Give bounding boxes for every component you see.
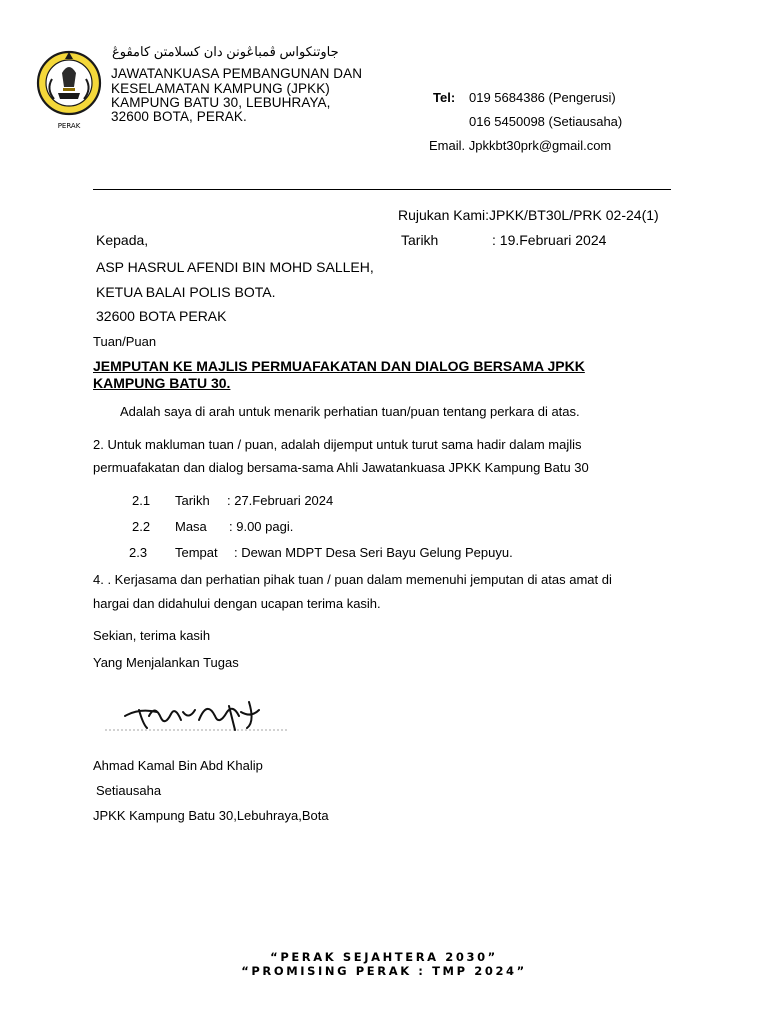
item-value: : 27.Februari 2024 xyxy=(227,493,334,508)
item-label: Masa xyxy=(175,519,207,534)
item-label: Tempat xyxy=(175,545,218,560)
recipient-address: 32600 BOTA PERAK xyxy=(96,308,227,324)
body-paragraph-1: Adalah saya di arah untuk menarik perhatian tuan/puan tentang perkara di atas. xyxy=(120,404,580,419)
date-label: Tarikh xyxy=(401,232,439,248)
header-divider xyxy=(93,189,671,190)
body-paragraph-2-line-1: 2. Untuk makluman tuan / puan, adalah dijemput untuk turut sama hadir dalam majlis xyxy=(93,437,582,452)
email-address: Email. Jpkkbt30prk@gmail.com xyxy=(429,138,612,153)
body-paragraph-4-line-1: 4. . Kerjasama dan perhatian pihak tuan / puan dalam memenuhi jemputan di atas amat di xyxy=(93,572,612,587)
tel-label: Tel: xyxy=(433,90,456,105)
recipient-name: ASP HASRUL AFENDI BIN MOHD SALLEH, xyxy=(96,259,374,275)
phone-chairman: 019 5684386 (Pengerusi) xyxy=(469,90,616,105)
recipient-position: KETUA BALAI POLIS BOTA. xyxy=(96,284,276,300)
org-name-line-1: JAWATANKUASA PEMBANGUNAN DAN xyxy=(111,66,363,81)
phone-secretary: 016 5450098 (Setiausaha) xyxy=(469,114,623,129)
item-label: Tarikh xyxy=(175,493,210,508)
perak-state-crest-icon xyxy=(34,49,104,131)
subject-line-1: JEMPUTAN KE MAJLIS PERMUAFAKATAN DAN DIALOG BERSAMA JPKK xyxy=(93,358,585,374)
recipient-to: Kepada, xyxy=(96,232,149,248)
item-number: 2.3 xyxy=(129,545,148,560)
letter-subject xyxy=(93,358,585,392)
subject-line-2: KAMPUNG BATU 30. xyxy=(93,375,231,391)
org-address-line-2: 32600 BOTA, PERAK. xyxy=(111,109,247,124)
org-name-jawi: جاوتنكواس ڤمباڠونن دان كسلامتن كامڤوڠ xyxy=(112,44,339,59)
handwritten-signature-icon xyxy=(99,690,291,736)
closing-thanks: Sekian, terima kasih xyxy=(93,628,211,643)
reference-number: Rujukan Kami:JPKK/BT30L/PRK 02-24(1) xyxy=(398,207,659,223)
signatory-title: Setiausaha xyxy=(96,783,162,798)
item-number: 2.1 xyxy=(132,493,151,508)
body-paragraph-4-line-2: hargai dan didahului dengan ucapan terima kasih. xyxy=(93,596,381,611)
motto-line-1: “PERAK SEJAHTERA 2030” xyxy=(270,950,498,964)
signatory-name: Ahmad Kamal Bin Abd Khalip xyxy=(93,758,263,773)
item-value: : 9.00 pagi. xyxy=(229,519,294,534)
item-number: 2.2 xyxy=(132,519,151,534)
body-paragraph-2-line-2: permuafakatan dan dialog bersama-sama Ahli Jawatankuasa JPKK Kampung Batu 30 xyxy=(93,460,589,475)
item-value: : Dewan MDPT Desa Seri Bayu Gelung Pepuyu. xyxy=(234,545,513,560)
date-value: : 19.Februari 2024 xyxy=(492,232,607,248)
crest-label: PERAK xyxy=(57,122,81,130)
closing-duty: Yang Menjalankan Tugas xyxy=(93,655,239,670)
signatory-organization: JPKK Kampung Batu 30,Lebuhraya,Bota xyxy=(93,808,329,823)
greeting: Tuan/Puan xyxy=(93,334,157,349)
org-address-line-1: KAMPUNG BATU 30, LEBUHRAYA, xyxy=(111,95,331,110)
motto-line-2: “PROMISING PERAK : TMP 2024” xyxy=(241,964,527,978)
org-name-line-2: KESELAMATAN KAMPUNG (JPKK) xyxy=(111,81,330,96)
